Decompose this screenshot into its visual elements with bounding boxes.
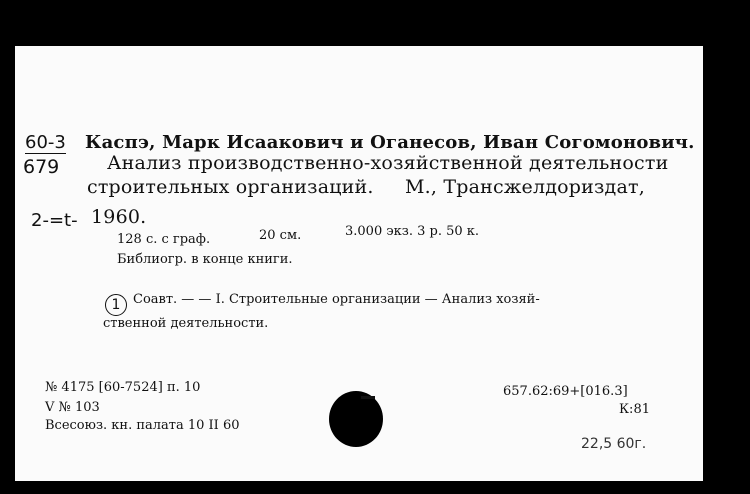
collation-size: 20 см.: [259, 228, 302, 243]
footer-volume: V № 103: [45, 400, 100, 415]
tracing-number-circle: 1: [105, 294, 127, 316]
tracing-line-1: Соавт. — — I. Строительные организации — Анализ хозяй-: [133, 292, 540, 307]
bibliography-note: Библиогр. в конце книги.: [117, 252, 293, 267]
call-number-top: 60-3: [25, 132, 66, 153]
card-punch-hole: [329, 391, 383, 447]
footer-chamber: Всесоюз. кн. палата 10 II 60: [45, 418, 240, 433]
call-number-bottom: 679: [23, 156, 60, 178]
collation-pages: 128 с. с граф.: [117, 232, 211, 247]
call-number-mark: 2-=t-: [31, 210, 78, 231]
handwritten-corner-note: 22,5 60г.: [581, 436, 647, 452]
title-line-2-b: М., Трансжелдориздат,: [405, 176, 645, 198]
publication-year: 1960.: [91, 206, 147, 228]
udc-classification: 657.62:69+[016.3]: [503, 384, 628, 399]
collation-copies: 3.000 экз. 3 р. 50 к.: [345, 224, 480, 239]
title-line-1: Анализ производственно-хозяйственной деятельности: [107, 152, 669, 174]
footer-registration: № 4175 [60-7524] п. 10: [45, 380, 201, 395]
hole-tear-mark: [361, 396, 375, 399]
tracing-line-2: ственной деятельности.: [103, 316, 269, 331]
title-line-2-a: строительных организаций.: [87, 176, 374, 198]
author-code: К:81: [619, 402, 650, 417]
author-heading: Каспэ, Марк Исаакович и Оганесов, Иван Согомонович.: [85, 132, 695, 153]
catalog-card: [15, 46, 703, 481]
